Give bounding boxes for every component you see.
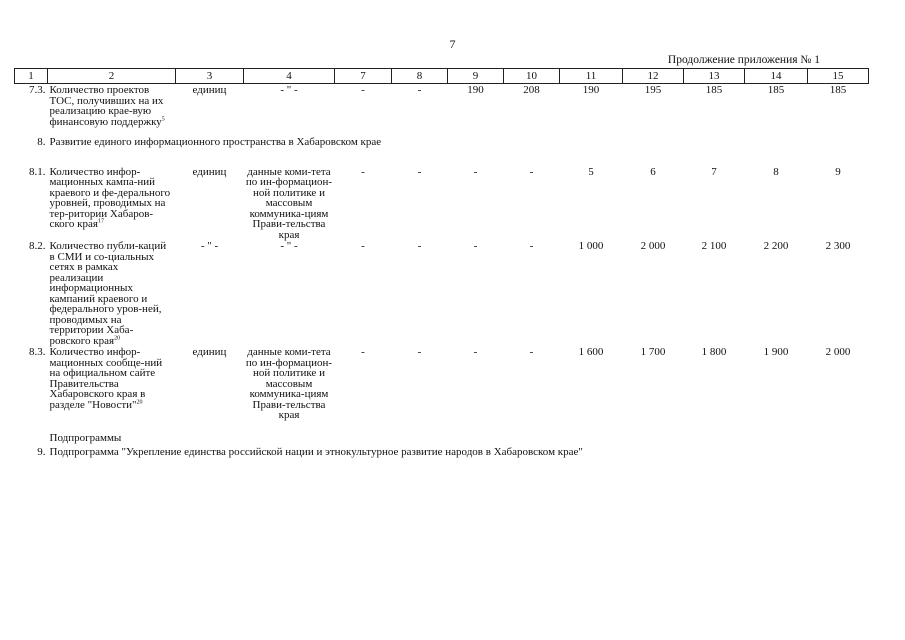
value-cell: 2 200: [763, 240, 789, 252]
value-cell: -: [417, 240, 422, 252]
footnote-ref: 17: [97, 218, 104, 225]
value-cell: 195: [644, 84, 662, 96]
value-cell: -: [417, 165, 422, 178]
value-cell: 208: [523, 84, 540, 96]
value-cell: 1 000: [578, 240, 604, 252]
header-cell: 7: [335, 69, 392, 84]
value-cell: -: [417, 346, 422, 358]
unit-cell: единиц: [192, 346, 227, 358]
continuation-note: Продолжение приложения № 1: [667, 54, 820, 66]
header-cell: 4: [244, 69, 335, 84]
indicator-name: Количество инфор-мационных сообще-ний на официальном сайте Правительства Хабаровского края в разделе "Новости"$^{20}$: [49, 346, 163, 411]
value-cell: -: [361, 346, 365, 358]
header-cell: 9: [448, 69, 504, 84]
value-cell: 5: [588, 165, 594, 178]
row-number: 8.3.: [29, 346, 46, 358]
header-cell: 3: [176, 69, 244, 84]
value-cell: 1 800: [701, 346, 727, 358]
row-number: 8.1.: [29, 165, 46, 178]
value-cell: -: [473, 165, 478, 178]
footnote-ref: 5: [161, 115, 165, 122]
header-cell: 15: [808, 69, 869, 84]
value-cell: -: [529, 240, 534, 252]
indicators-table: [14, 68, 869, 458]
header-cell: 11: [560, 69, 623, 84]
value-cell: -: [417, 84, 422, 96]
row-number: 7.3.: [29, 84, 46, 96]
value-cell: 7: [711, 165, 717, 178]
header-cell: 8: [392, 69, 448, 84]
section-title: Подпрограммы: [49, 431, 122, 444]
table-row: [15, 240, 869, 346]
unit-cell: - " -: [200, 240, 219, 252]
value-cell: -: [361, 165, 365, 178]
row-number: [15, 421, 48, 444]
value-cell: 190: [467, 84, 484, 96]
header-cell: 2: [48, 69, 176, 84]
header-cell: 10: [504, 69, 560, 84]
row-number: 9.: [37, 446, 46, 458]
value-cell: -: [529, 165, 534, 178]
header-cell: 12: [623, 69, 684, 84]
header-cell: 1: [15, 69, 48, 84]
value-cell: 1 700: [640, 346, 666, 358]
value-cell: 185: [829, 84, 847, 96]
header-cell: 14: [745, 69, 808, 84]
section-row: [15, 127, 869, 166]
source-cell: данные коми-тета по ин-формацион-ной политике и массовым коммуника-циям Прави-тельства края: [245, 165, 333, 241]
source-cell: - " -: [280, 240, 298, 252]
source-cell: данные коми-тета по ин-формацион-ной политике и массовым коммуника-циям Прави-тельства края: [245, 346, 333, 421]
footnote-ref: 20: [114, 334, 121, 341]
row-number: 8.: [37, 136, 46, 148]
section-title: Подпрограмма "Укрепление единства российской нации и этнокультурное развитие народов в Хабаровском крае": [49, 446, 583, 458]
value-cell: -: [529, 346, 534, 358]
table-row: [15, 346, 869, 421]
unit-cell: единиц: [192, 84, 227, 96]
value-cell: 9: [835, 165, 841, 178]
value-cell: 2 000: [640, 240, 666, 252]
value-cell: 190: [582, 84, 600, 96]
source-cell: - " -: [280, 84, 298, 96]
indicator-name: Количество публи-каций в СМИ и со-циальных сетях в рамках реализации информационных кампаний краевого и федерального уров-ней, проводимых на территории Хаба-ровского края$^{20}$: [49, 240, 167, 347]
value-cell: 2 100: [701, 240, 727, 252]
value-cell: 2 300: [825, 240, 851, 252]
value-cell: -: [361, 84, 365, 96]
table-row: [15, 84, 869, 128]
value-cell: -: [361, 240, 365, 252]
header-row: [15, 69, 869, 84]
footnote-ref: 20: [136, 398, 143, 405]
value-cell: 185: [767, 84, 785, 96]
indicator-name: Количество проектов ТОС, получивших на их реализацию крае-вую финансовую поддержку$^5$: [49, 84, 165, 128]
value-cell: 185: [705, 84, 723, 96]
indicator-name: Количество инфор-мационных кампа-ний краевого и фе-дерального уровней, проводимых на тер-ритории Хабаров-ского края$^{17}$: [49, 165, 171, 230]
value-cell: 2 000: [825, 346, 851, 358]
value-cell: 6: [650, 165, 656, 178]
section-row: [15, 421, 869, 444]
section-title: Развитие единого информационного пространства в Хабаровском крае: [49, 136, 382, 148]
table-row: [15, 166, 869, 241]
value-cell: -: [473, 240, 478, 252]
row-number: 8.2.: [29, 240, 46, 252]
value-cell: -: [473, 346, 478, 358]
section-row: [15, 443, 869, 458]
header-cell: 13: [684, 69, 745, 84]
value-cell: 1 600: [578, 346, 604, 358]
value-cell: 1 900: [763, 346, 789, 358]
unit-cell: единиц: [192, 165, 227, 178]
page-number: 7: [449, 37, 456, 51]
value-cell: 8: [773, 165, 779, 178]
